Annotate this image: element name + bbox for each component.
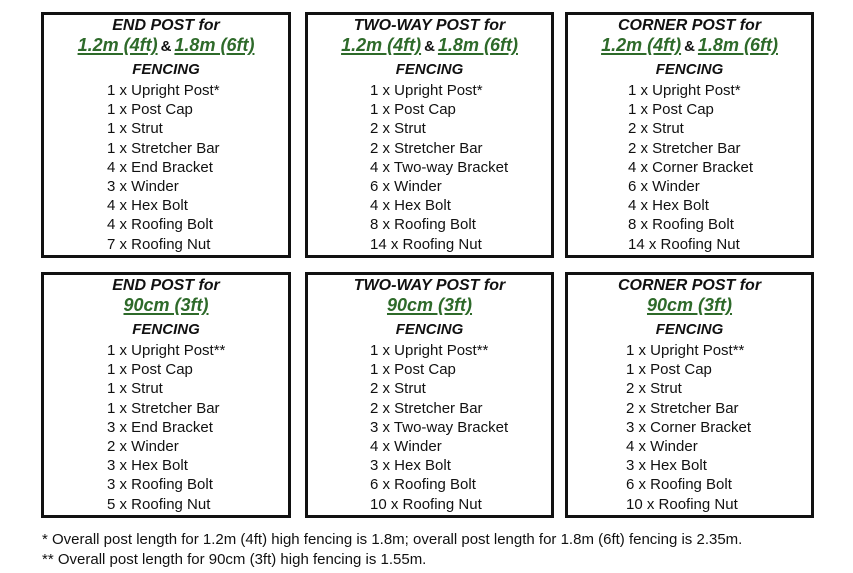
footnote-double-asterisk: ** Overall post length for 90cm (3ft) high fencing is 1.55m.	[42, 551, 427, 568]
list-item: 10 x Roofing Nut	[370, 495, 482, 513]
list-item: 4 x Hex Bolt	[628, 197, 709, 215]
fencing-label: FENCING	[395, 61, 464, 78]
list-item: 3 x Hex Bolt	[626, 457, 707, 475]
size-line	[568, 35, 811, 57]
list-item: 1 x Upright Post**	[107, 342, 226, 359]
list-item: 4 x Winder	[370, 438, 442, 456]
list-item: 4 x Corner Bracket	[628, 158, 754, 176]
parts-list	[308, 341, 551, 514]
ampersand: &	[424, 38, 435, 55]
card-title: END POST for	[112, 17, 220, 34]
list-item: 7 x Roofing Nut	[107, 235, 211, 253]
card-end-post-large	[41, 12, 291, 258]
card-header	[44, 16, 288, 79]
size-primary: 90cm (3ft)	[386, 295, 473, 315]
list-item: 2 x Stretcher Bar	[628, 139, 741, 157]
list-item: 5 x Roofing Nut	[107, 495, 211, 513]
card-title: CORNER POST for	[617, 17, 762, 34]
list-item: 1 x Upright Post*	[107, 82, 220, 99]
footnote-single-asterisk: * Overall post length for 1.2m (4ft) high fencing is 1.8m; overall post length for 1.8m (6ft) fencing is 2.35m.	[42, 531, 743, 548]
size-primary: 1.2m (4ft)	[77, 35, 158, 55]
list-item: 10 x Roofing Nut	[626, 495, 738, 513]
list-item: 8 x Roofing Bolt	[628, 216, 734, 234]
list-item: 1 x Post Cap	[370, 361, 456, 379]
card-header	[568, 16, 811, 79]
list-item: 2 x Stretcher Bar	[626, 399, 739, 417]
list-item: 3 x Roofing Bolt	[107, 476, 213, 494]
list-item: 1 x Post Cap	[107, 361, 193, 379]
card-two-way-post-large	[305, 12, 554, 258]
size-primary: 1.2m (4ft)	[341, 35, 422, 55]
fencing-label: FENCING	[655, 61, 724, 78]
list-item: 14 x Roofing Nut	[628, 235, 740, 253]
parts-list	[44, 341, 288, 514]
size-line	[568, 295, 811, 317]
card-two-way-post-small	[305, 272, 554, 518]
list-item: 4 x Two-way Bracket	[370, 158, 509, 176]
size-secondary: 1.8m (6ft)	[437, 35, 518, 55]
size-primary: 90cm (3ft)	[646, 295, 733, 315]
list-item: 4 x Hex Bolt	[107, 197, 188, 215]
fencing-label: FENCING	[132, 321, 200, 338]
list-item: 14 x Roofing Nut	[370, 235, 482, 253]
list-item: 3 x Hex Bolt	[370, 457, 451, 475]
list-item: 4 x Winder	[626, 438, 698, 456]
ampersand: &	[160, 38, 172, 55]
list-item: 2 x Strut	[628, 120, 684, 138]
list-item: 3 x Corner Bracket	[626, 418, 752, 436]
list-item: 1 x Post Cap	[107, 101, 193, 119]
list-item: 1 x Upright Post*	[628, 82, 741, 99]
list-item: 2 x Stretcher Bar	[370, 139, 483, 157]
size-primary: 90cm (3ft)	[123, 295, 209, 315]
list-item: 3 x Hex Bolt	[107, 457, 188, 475]
list-item: 6 x Roofing Bolt	[626, 476, 732, 494]
list-item: 2 x Strut	[626, 380, 682, 398]
parts-list	[568, 81, 811, 254]
list-item: 8 x Roofing Bolt	[370, 216, 476, 234]
fencing-label: FENCING	[395, 321, 464, 338]
list-item: 2 x Strut	[370, 120, 426, 138]
list-item: 1 x Upright Post**	[370, 342, 489, 359]
list-item: 4 x End Bracket	[107, 158, 213, 176]
list-item: 1 x Post Cap	[628, 101, 714, 119]
size-line	[44, 35, 288, 57]
parts-list	[568, 341, 811, 514]
card-title: TWO-WAY POST for	[353, 17, 506, 34]
card-header	[44, 276, 288, 339]
list-item: 4 x Roofing Bolt	[107, 216, 213, 234]
parts-list	[44, 81, 288, 254]
size-secondary: 1.8m (6ft)	[174, 35, 255, 55]
fencing-label: FENCING	[132, 61, 200, 78]
list-item: 1 x Stretcher Bar	[107, 399, 220, 417]
list-item: 1 x Post Cap	[626, 361, 712, 379]
card-header	[568, 276, 811, 339]
card-header	[308, 16, 551, 79]
list-item: 3 x Winder	[107, 178, 179, 196]
size-primary: 1.2m (4ft)	[601, 35, 682, 55]
list-item: 6 x Winder	[370, 178, 442, 196]
list-item: 1 x Upright Post*	[370, 82, 483, 99]
card-title: TWO-WAY POST for	[353, 277, 506, 294]
parts-list	[308, 81, 551, 254]
card-end-post-small	[41, 272, 291, 518]
fencing-label: FENCING	[655, 321, 724, 338]
list-item: 3 x Two-way Bracket	[370, 418, 509, 436]
card-title: END POST for	[112, 277, 220, 294]
card-corner-post-small	[565, 272, 814, 518]
list-item: 2 x Strut	[370, 380, 426, 398]
list-item: 3 x End Bracket	[107, 418, 213, 436]
size-line	[308, 35, 551, 57]
list-item: 4 x Hex Bolt	[370, 197, 451, 215]
list-item: 6 x Winder	[628, 178, 700, 196]
card-header	[308, 276, 551, 339]
card-title: CORNER POST for	[617, 277, 762, 294]
list-item: 2 x Stretcher Bar	[370, 399, 483, 417]
size-line	[308, 295, 551, 317]
card-corner-post-large	[565, 12, 814, 258]
list-item: 1 x Upright Post**	[626, 342, 745, 359]
list-item: 1 x Stretcher Bar	[107, 139, 220, 157]
size-secondary: 1.8m (6ft)	[697, 35, 778, 55]
footnotes	[42, 530, 742, 570]
size-line	[44, 295, 288, 317]
list-item: 1 x Strut	[107, 120, 163, 138]
list-item: 1 x Post Cap	[370, 101, 456, 119]
list-item: 2 x Winder	[107, 438, 179, 456]
list-item: 1 x Strut	[107, 380, 163, 398]
ampersand: &	[684, 38, 695, 55]
list-item: 6 x Roofing Bolt	[370, 476, 476, 494]
